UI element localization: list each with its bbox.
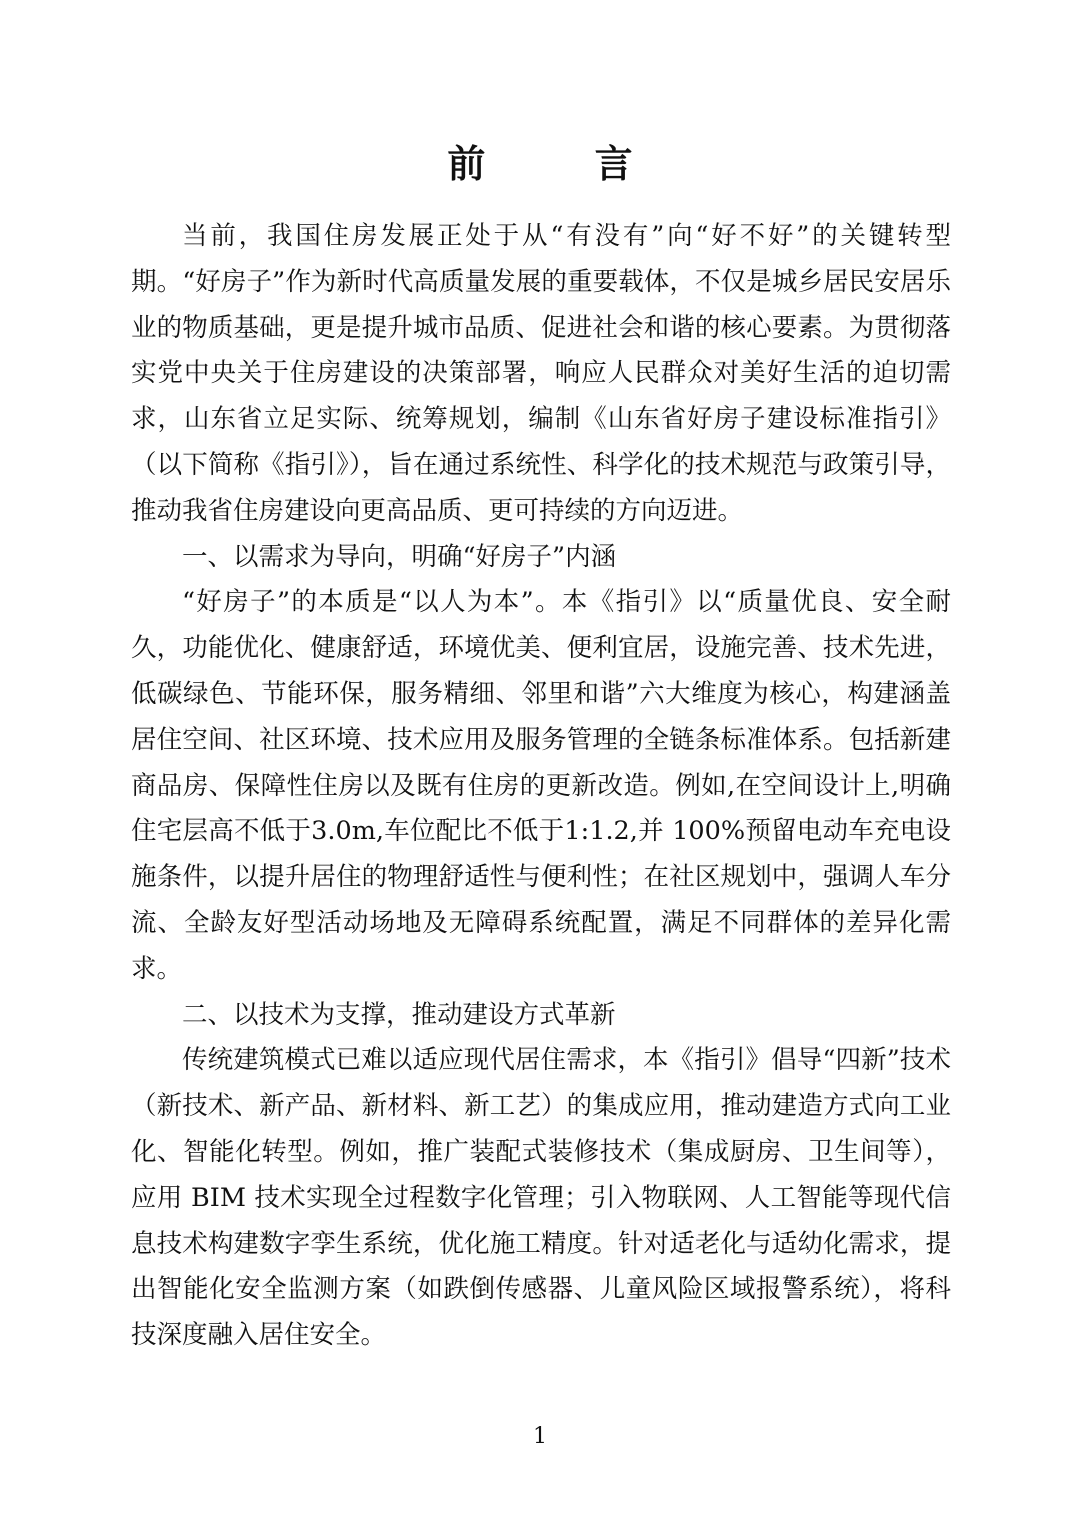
section-heading-2: 二、以技术为支撑，推动建设方式革新	[182, 999, 616, 1030]
section-heading-1: 一、以需求为导向，明确“好房子”内涵	[182, 541, 617, 572]
page-number: 1	[533, 1424, 547, 1449]
paragraph-section-1: “好房子”的本质是“以人为本”。本《指引》以“质量优良、安全耐久，功能优化、健康舒适，环境优美、便利宜居，设施完善、技术先进，低碳绿色、节能环保，服务精细、邻里和谐”六大维度为核心，构建涵盖居住空间、社区环境、技术应用及服务管理的全链条标准体系。包括新建商品房、保障性住房以及既有住房的更新改造。例如,在空间设计上,明确住宅层高不低于3.0m,车位配比不低于1:1.2,并 100%预留电动车充电设施条件，以提升居住的物理舒适性与便利性；在社区规划中，强调人车分流、全龄友好型活动场地及无障碍系统配置，满足不同群体的差异化需求。	[131, 587, 951, 984]
paragraph-intro: 当前，我国住房发展正处于从“有没有”向“好不好”的关键转型期。“好房子”作为新时代高质量发展的重要载体，不仅是城乡居民安居乐业的物质基础，更是提升城市品质、促进社会和谐的核心要素。为贯彻落实党中央关于住房建设的决策部署，响应人民群众对美好生活的迫切需求，山东省立足实际、统筹规划，编制《山东省好房子建设标准指引》（以下简称《指引》），旨在通过系统性、科学化的技术规范与政策引导，推动我省住房建设向更高品质、更可持续的方向迈进。	[131, 221, 951, 526]
document-body	[131, 214, 951, 1359]
page-title: 前 言	[447, 141, 681, 186]
paragraph-section-2: 传统建筑模式已难以适应现代居住需求，本《指引》倡导“四新”技术（新技术、新产品、新材料、新工艺）的集成应用，推动建造方式向工业化、智能化转型。例如，推广装配式装修技术（集成厨房、卫生间等），应用 BIM 技术实现全过程数字化管理；引入物联网、人工智能等现代信息技术构建数字孪生系统，优化施工精度。针对适老化与适幼化需求，提出智能化安全监测方案（如跌倒传感器、儿童风险区域报警系统），将科技深度融入居住安全。	[131, 1045, 951, 1351]
